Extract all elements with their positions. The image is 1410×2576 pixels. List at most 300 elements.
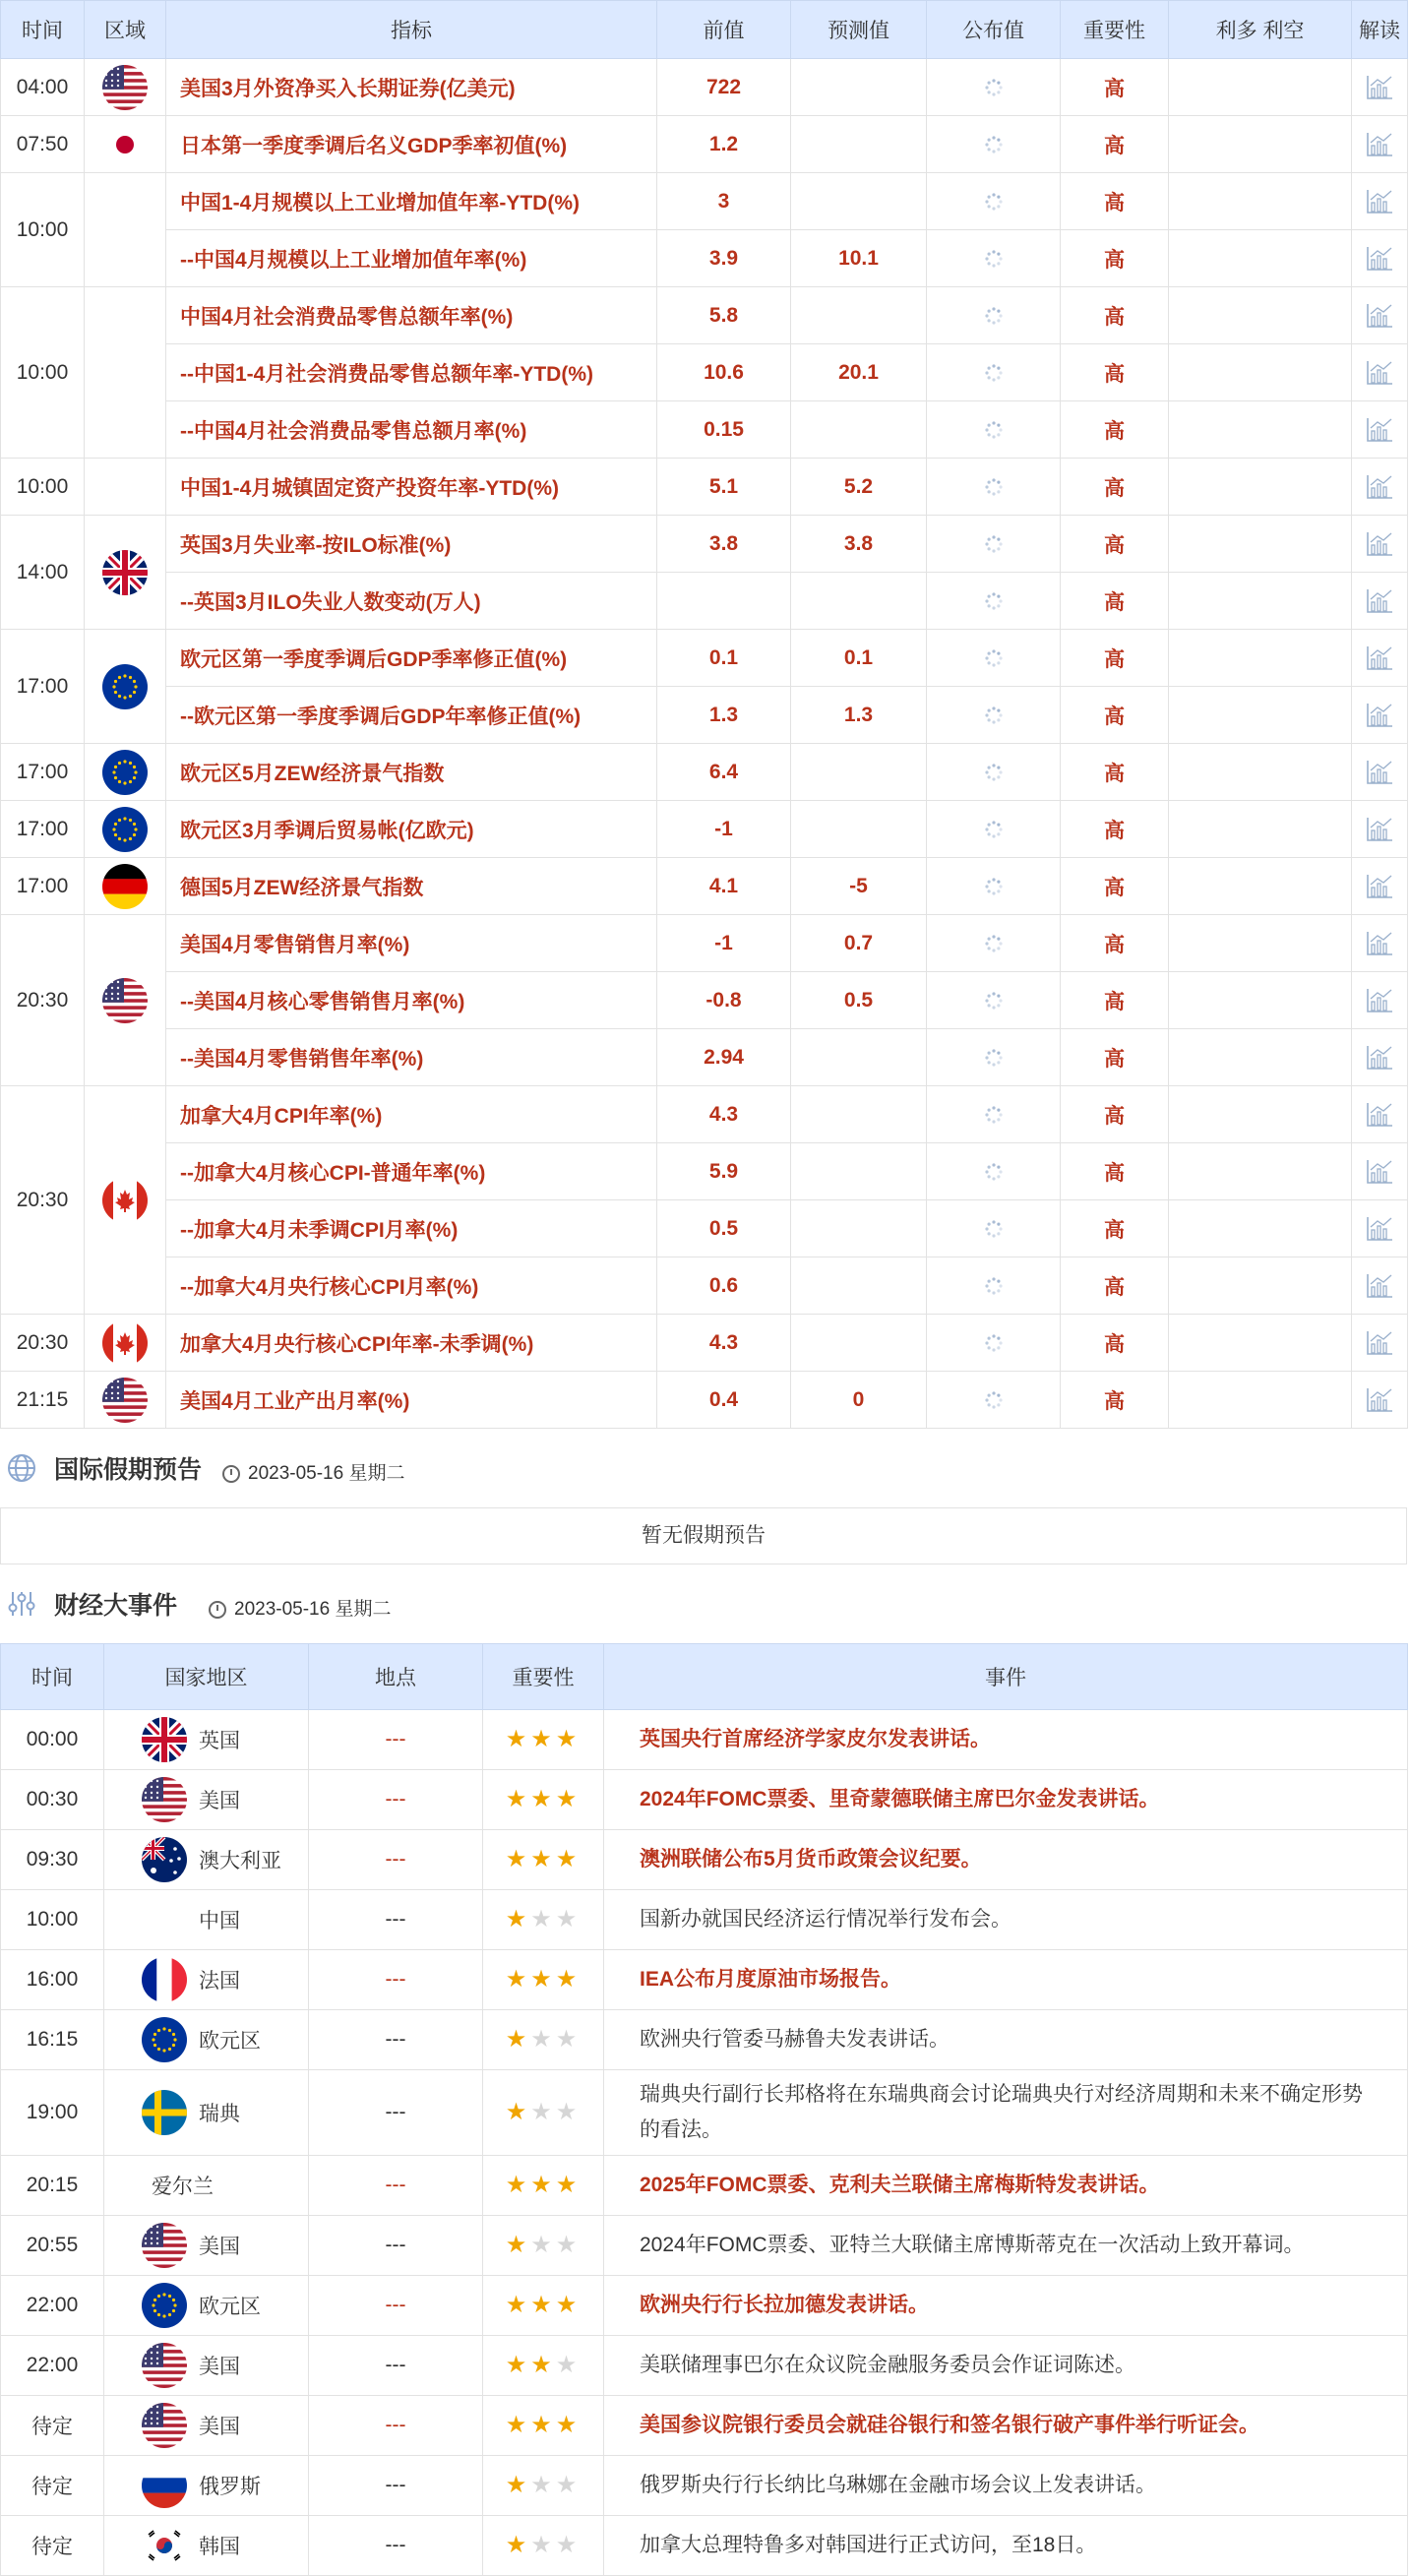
- importance-stars: [505, 2411, 582, 2438]
- event-location: ---: [309, 2516, 483, 2576]
- event-time: 16:00: [1, 1950, 104, 2010]
- indicator-actual: [927, 1200, 1061, 1257]
- indicator-importance: 高: [1061, 687, 1169, 744]
- event-country: [104, 2156, 309, 2216]
- event-location: ---: [309, 2070, 483, 2156]
- indicator-interpret[interactable]: [1352, 858, 1408, 915]
- event-description[interactable]: 英国央行首席经济学家皮尔发表讲话。: [604, 1710, 1408, 1770]
- event-description[interactable]: 美联储理事巴尔在众议院金融服务委员会作证词陈述。: [604, 2336, 1408, 2396]
- indicator-forecast: [791, 1143, 927, 1200]
- event-description[interactable]: 2024年FOMC票委、里奇蒙德联储主席巴尔金发表讲话。: [604, 1770, 1408, 1830]
- event-row: [1, 2070, 1408, 2156]
- chart-analysis-icon[interactable]: [1365, 816, 1394, 843]
- chart-analysis-icon[interactable]: [1365, 74, 1394, 101]
- star-icon: ★: [505, 2025, 531, 2053]
- event-row: [1, 2276, 1408, 2336]
- indicator-actual: [927, 744, 1061, 801]
- star-icon: ★: [555, 1845, 582, 1872]
- us-flag-icon: [102, 978, 148, 1023]
- indicator-interpret[interactable]: [1352, 230, 1408, 287]
- indicator-impact: [1169, 344, 1352, 401]
- indicator-importance: 高: [1061, 173, 1169, 230]
- star-icon: ★: [555, 1785, 582, 1812]
- indicator-forecast: 0.1: [791, 630, 927, 687]
- chart-analysis-icon[interactable]: [1365, 702, 1394, 729]
- event-country-name: 美国: [199, 2416, 240, 2438]
- indicator-name[interactable]: --英国3月ILO失业人数变动(万人): [166, 573, 657, 630]
- indicator-interpret[interactable]: [1352, 59, 1408, 116]
- importance-stars: [505, 2098, 582, 2125]
- indicator-impact: [1169, 116, 1352, 173]
- importance-stars: [505, 2171, 582, 2198]
- chart-analysis-icon[interactable]: [1365, 530, 1394, 558]
- star-icon: ★: [555, 2291, 582, 2318]
- events-section-header: [0, 1564, 1410, 1643]
- indicator-impact: [1169, 1315, 1352, 1372]
- indicators-col-header: 预测值: [791, 1, 927, 59]
- indicator-interpret[interactable]: [1352, 344, 1408, 401]
- indicator-region: [85, 801, 166, 858]
- event-time: 待定: [1, 2516, 104, 2576]
- importance-stars: [505, 2291, 582, 2318]
- event-country: [104, 1950, 309, 2010]
- japan-flag-icon: [102, 122, 148, 167]
- indicator-impact: [1169, 173, 1352, 230]
- indicator-time: 07:50: [1, 116, 85, 173]
- indicator-name[interactable]: 美国3月外资净买入长期证券(亿美元): [166, 59, 657, 116]
- indicator-importance: 高: [1061, 1315, 1169, 1372]
- indicator-row: [1, 459, 1408, 516]
- indicator-region: [85, 1372, 166, 1429]
- indicator-interpret[interactable]: [1352, 459, 1408, 516]
- chart-analysis-icon[interactable]: [1365, 1101, 1394, 1129]
- star-icon: ★: [555, 2171, 582, 2198]
- star-icon: ★: [555, 2351, 582, 2378]
- indicator-previous: 4.3: [657, 1086, 791, 1143]
- loading-spinner-icon: [983, 1389, 1005, 1411]
- indicator-region: [85, 744, 166, 801]
- uk-flag-icon: [102, 550, 148, 595]
- star-icon: ★: [505, 1845, 531, 1872]
- event-importance: [483, 2276, 604, 2336]
- indicator-time: 20:30: [1, 1315, 85, 1372]
- indicator-name[interactable]: --加拿大4月央行核心CPI月率(%): [166, 1257, 657, 1315]
- indicator-impact: [1169, 915, 1352, 972]
- indicator-time: 10:00: [1, 459, 85, 516]
- indicator-row: [1, 173, 1408, 230]
- eu-flag-icon: [142, 2017, 187, 2062]
- importance-stars: [505, 2231, 582, 2258]
- uk-flag-icon: [142, 1717, 187, 1762]
- indicator-importance: 高: [1061, 1086, 1169, 1143]
- korea-flag-icon: [142, 2523, 187, 2568]
- indicator-name[interactable]: --中国4月规模以上工业增加值年率(%): [166, 230, 657, 287]
- star-icon: ★: [505, 2411, 531, 2438]
- loading-spinner-icon: [983, 705, 1005, 726]
- indicator-name[interactable]: --加拿大4月核心CPI-普通年率(%): [166, 1143, 657, 1200]
- indicator-interpret[interactable]: [1352, 1315, 1408, 1372]
- star-icon: ★: [505, 1965, 531, 1993]
- star-icon: ★: [555, 1965, 582, 1993]
- event-country: [104, 2516, 309, 2576]
- chart-analysis-icon[interactable]: [1365, 1044, 1394, 1072]
- event-location: ---: [309, 1710, 483, 1770]
- indicator-actual: [927, 230, 1061, 287]
- indicator-forecast: [791, 173, 927, 230]
- us-flag-icon: [102, 65, 148, 110]
- indicators-col-header: 指标: [166, 1, 657, 59]
- indicator-importance: 高: [1061, 630, 1169, 687]
- event-importance: [483, 1890, 604, 1950]
- importance-stars: [505, 2531, 582, 2558]
- indicator-impact: [1169, 687, 1352, 744]
- indicator-interpret[interactable]: [1352, 1143, 1408, 1200]
- chart-analysis-icon[interactable]: [1365, 359, 1394, 387]
- indicator-name[interactable]: 欧元区5月ZEW经济景气指数: [166, 744, 657, 801]
- event-country: [104, 1710, 309, 1770]
- events-col-header: 地点: [309, 1644, 483, 1710]
- chart-analysis-icon[interactable]: [1365, 131, 1394, 158]
- event-description[interactable]: 澳洲联储公布5月货币政策会议纪要。: [604, 1830, 1408, 1890]
- event-description[interactable]: 欧洲央行行长拉加德发表讲话。: [604, 2276, 1408, 2336]
- event-location: ---: [309, 1950, 483, 2010]
- indicator-row: [1, 573, 1408, 630]
- event-importance: [483, 1950, 604, 2010]
- event-country: [104, 2010, 309, 2070]
- indicator-time: 17:00: [1, 858, 85, 915]
- indicator-name[interactable]: 日本第一季度季调后名义GDP季率初值(%): [166, 116, 657, 173]
- indicator-interpret[interactable]: [1352, 687, 1408, 744]
- indicator-forecast: [791, 59, 927, 116]
- star-icon: ★: [530, 1965, 556, 1993]
- event-country-name: 韩国: [199, 2536, 240, 2558]
- indicator-time: 17:00: [1, 630, 85, 744]
- indicator-row: [1, 1200, 1408, 1257]
- indicator-name[interactable]: 美国4月零售销售月率(%): [166, 915, 657, 972]
- event-country-name: 爱尔兰: [152, 2176, 214, 2198]
- sweden-flag-icon: [142, 2090, 187, 2135]
- indicator-previous: 4.1: [657, 858, 791, 915]
- indicator-row: [1, 1143, 1408, 1200]
- event-location: ---: [309, 2216, 483, 2276]
- event-country: [104, 2396, 309, 2456]
- indicator-region: [85, 59, 166, 116]
- indicator-name[interactable]: 美国4月工业产出月率(%): [166, 1372, 657, 1429]
- indicator-interpret[interactable]: [1352, 630, 1408, 687]
- indicator-interpret[interactable]: [1352, 1372, 1408, 1429]
- indicator-impact: [1169, 459, 1352, 516]
- indicator-actual: [927, 915, 1061, 972]
- indicator-forecast: [791, 1086, 927, 1143]
- event-description[interactable]: 2024年FOMC票委、亚特兰大联储主席博斯蒂克在一次活动上致开幕词。: [604, 2216, 1408, 2276]
- indicator-previous: -1: [657, 915, 791, 972]
- indicator-interpret[interactable]: [1352, 972, 1408, 1029]
- indicator-forecast: [791, 573, 927, 630]
- indicator-previous: 10.6: [657, 344, 791, 401]
- indicator-impact: [1169, 1143, 1352, 1200]
- indicator-name[interactable]: --中国4月社会消费品零售总额月率(%): [166, 401, 657, 459]
- star-icon: ★: [555, 1725, 582, 1752]
- event-importance: [483, 1710, 604, 1770]
- indicator-previous: 1.3: [657, 687, 791, 744]
- chart-analysis-icon[interactable]: [1365, 416, 1394, 444]
- indicator-interpret[interactable]: [1352, 744, 1408, 801]
- indicator-forecast: [791, 401, 927, 459]
- indicator-impact: [1169, 801, 1352, 858]
- loading-spinner-icon: [983, 647, 1005, 669]
- chart-analysis-icon[interactable]: [1365, 302, 1394, 330]
- event-row: [1, 1710, 1408, 1770]
- indicator-name[interactable]: 英国3月失业率-按ILO标准(%): [166, 516, 657, 573]
- loading-spinner-icon: [983, 590, 1005, 612]
- loading-spinner-icon: [983, 533, 1005, 555]
- indicator-interpret[interactable]: [1352, 287, 1408, 344]
- indicator-interpret[interactable]: [1352, 573, 1408, 630]
- chart-analysis-icon[interactable]: [1365, 1215, 1394, 1243]
- indicator-region: [85, 858, 166, 915]
- indicator-importance: 高: [1061, 59, 1169, 116]
- indicator-impact: [1169, 1200, 1352, 1257]
- indicator-name[interactable]: 欧元区3月季调后贸易帐(亿欧元): [166, 801, 657, 858]
- chart-analysis-icon[interactable]: [1365, 644, 1394, 672]
- event-description[interactable]: 美国参议院银行委员会就硅谷银行和签名银行破产事件举行听证会。: [604, 2396, 1408, 2456]
- loading-spinner-icon: [983, 419, 1005, 441]
- event-country-name: 俄罗斯: [199, 2476, 261, 2498]
- indicator-name[interactable]: --欧元区第一季度季调后GDP年率修正值(%): [166, 687, 657, 744]
- indicator-name[interactable]: 中国4月社会消费品零售总额年率(%): [166, 287, 657, 344]
- indicator-interpret[interactable]: [1352, 173, 1408, 230]
- indicator-region: [85, 516, 166, 630]
- star-icon: ★: [505, 2098, 531, 2125]
- chart-analysis-icon[interactable]: [1365, 930, 1394, 957]
- indicator-importance: 高: [1061, 459, 1169, 516]
- indicator-region: [85, 630, 166, 744]
- event-time: 19:00: [1, 2070, 104, 2156]
- event-country-name: 中国: [199, 1910, 240, 1932]
- indicator-previous: 3: [657, 173, 791, 230]
- indicator-name[interactable]: 中国1-4月城镇固定资产投资年率-YTD(%): [166, 459, 657, 516]
- indicator-interpret[interactable]: [1352, 1257, 1408, 1315]
- indicator-interpret[interactable]: [1352, 116, 1408, 173]
- indicator-forecast: 0.7: [791, 915, 927, 972]
- event-description[interactable]: 欧洲央行管委马赫鲁夫发表讲话。: [604, 2010, 1408, 2070]
- chart-analysis-icon[interactable]: [1365, 873, 1394, 900]
- indicator-impact: [1169, 1372, 1352, 1429]
- loading-spinner-icon: [983, 990, 1005, 1012]
- importance-stars: [505, 1725, 582, 1752]
- indicator-importance: 高: [1061, 801, 1169, 858]
- russia-flag-icon: [142, 2463, 187, 2508]
- us-flag-icon: [102, 1378, 148, 1423]
- event-description[interactable]: 2025年FOMC票委、克利夫兰联储主席梅斯特发表讲话。: [604, 2156, 1408, 2216]
- event-importance: [483, 2516, 604, 2576]
- event-description[interactable]: 俄罗斯央行行长纳比乌琳娜在金融市场会议上发表讲话。: [604, 2456, 1408, 2516]
- event-importance: [483, 2216, 604, 2276]
- event-description[interactable]: IEA公布月度原油市场报告。: [604, 1950, 1408, 2010]
- indicator-interpret[interactable]: [1352, 401, 1408, 459]
- event-country: [104, 2336, 309, 2396]
- chart-analysis-icon[interactable]: [1365, 1272, 1394, 1300]
- event-time: 20:15: [1, 2156, 104, 2216]
- eu-flag-icon: [102, 807, 148, 852]
- indicator-previous: [657, 573, 791, 630]
- indicator-actual: [927, 972, 1061, 1029]
- importance-stars: [505, 1905, 582, 1932]
- indicator-name[interactable]: --美国4月零售销售年率(%): [166, 1029, 657, 1086]
- star-icon: ★: [505, 1725, 531, 1752]
- star-icon: ★: [505, 2471, 531, 2498]
- indicator-previous: 0.6: [657, 1257, 791, 1315]
- indicator-actual: [927, 59, 1061, 116]
- indicator-interpret[interactable]: [1352, 1029, 1408, 1086]
- indicators-col-header: 重要性: [1061, 1, 1169, 59]
- event-country-name: 法国: [199, 1970, 240, 1993]
- star-icon: ★: [555, 2531, 582, 2558]
- sliders-icon: [6, 1588, 37, 1620]
- event-time: 00:30: [1, 1770, 104, 1830]
- indicator-importance: 高: [1061, 858, 1169, 915]
- indicator-row: [1, 344, 1408, 401]
- indicator-actual: [927, 401, 1061, 459]
- event-time: 22:00: [1, 2336, 104, 2396]
- indicator-impact: [1169, 573, 1352, 630]
- star-icon: ★: [530, 1845, 556, 1872]
- event-country: [104, 2070, 309, 2156]
- star-icon: ★: [505, 2531, 531, 2558]
- event-location: ---: [309, 1770, 483, 1830]
- indicator-interpret[interactable]: [1352, 516, 1408, 573]
- event-location: ---: [309, 1830, 483, 1890]
- chart-analysis-icon[interactable]: [1365, 473, 1394, 501]
- indicator-time: 17:00: [1, 744, 85, 801]
- importance-stars: [505, 1965, 582, 1993]
- canada-flag-icon: [102, 1320, 148, 1366]
- indicator-row: [1, 230, 1408, 287]
- event-country-name: 英国: [199, 1730, 240, 1752]
- chart-analysis-icon[interactable]: [1365, 759, 1394, 786]
- indicator-impact: [1169, 630, 1352, 687]
- indicator-interpret[interactable]: [1352, 801, 1408, 858]
- event-location: ---: [309, 2456, 483, 2516]
- indicator-name[interactable]: 加拿大4月CPI年率(%): [166, 1086, 657, 1143]
- event-time: 20:55: [1, 2216, 104, 2276]
- indicators-header-row: [1, 1, 1408, 59]
- indicator-actual: [927, 344, 1061, 401]
- loading-spinner-icon: [983, 1332, 1005, 1354]
- event-location: ---: [309, 2336, 483, 2396]
- indicator-name[interactable]: --加拿大4月未季调CPI月率(%): [166, 1200, 657, 1257]
- indicator-row: [1, 858, 1408, 915]
- indicator-importance: 高: [1061, 1029, 1169, 1086]
- chart-analysis-icon[interactable]: [1365, 587, 1394, 615]
- indicator-name[interactable]: 德国5月ZEW经济景气指数: [166, 858, 657, 915]
- indicator-previous: 4.3: [657, 1315, 791, 1372]
- indicator-forecast: 3.8: [791, 516, 927, 573]
- us-flag-icon: [142, 2343, 187, 2388]
- star-icon: ★: [555, 2025, 582, 2053]
- indicator-actual: [927, 1372, 1061, 1429]
- event-time: 00:00: [1, 1710, 104, 1770]
- indicator-impact: [1169, 972, 1352, 1029]
- us-flag-icon: [142, 2403, 187, 2448]
- event-row: [1, 1890, 1408, 1950]
- chart-analysis-icon[interactable]: [1365, 1158, 1394, 1186]
- indicator-previous: 5.8: [657, 287, 791, 344]
- chart-analysis-icon[interactable]: [1365, 188, 1394, 215]
- eu-flag-icon: [102, 750, 148, 795]
- indicator-interpret[interactable]: [1352, 915, 1408, 972]
- star-icon: ★: [530, 1785, 556, 1812]
- indicator-row: [1, 1315, 1408, 1372]
- indicator-time: 14:00: [1, 516, 85, 630]
- indicator-actual: [927, 1315, 1061, 1372]
- indicators-col-header: 时间: [1, 1, 85, 59]
- importance-stars: [505, 2351, 582, 2378]
- indicators-col-header: 解读: [1352, 1, 1408, 59]
- event-row: [1, 2156, 1408, 2216]
- loading-spinner-icon: [983, 1275, 1005, 1297]
- importance-stars: [505, 1785, 582, 1812]
- event-description[interactable]: 加拿大总理特鲁多对韩国进行正式访问，至18日。: [604, 2516, 1408, 2576]
- australia-flag-icon: [142, 1837, 187, 1882]
- indicator-previous: 1.2: [657, 116, 791, 173]
- indicator-importance: 高: [1061, 401, 1169, 459]
- indicator-forecast: 5.2: [791, 459, 927, 516]
- chart-analysis-icon[interactable]: [1365, 1386, 1394, 1414]
- events-col-header: 时间: [1, 1644, 104, 1710]
- indicator-name[interactable]: 欧元区第一季度季调后GDP季率修正值(%): [166, 630, 657, 687]
- indicator-time: 17:00: [1, 801, 85, 858]
- indicator-name[interactable]: 中国1-4月规模以上工业增加值年率-YTD(%): [166, 173, 657, 230]
- indicator-interpret[interactable]: [1352, 1200, 1408, 1257]
- indicator-region: [85, 287, 166, 459]
- indicator-importance: 高: [1061, 1257, 1169, 1315]
- indicator-name[interactable]: 加拿大4月央行核心CPI年率-未季调(%): [166, 1315, 657, 1372]
- event-location: ---: [309, 2276, 483, 2336]
- star-icon: ★: [555, 2411, 582, 2438]
- event-time: 09:30: [1, 1830, 104, 1890]
- indicators-col-header: 前值: [657, 1, 791, 59]
- event-location: ---: [309, 2156, 483, 2216]
- loading-spinner-icon: [983, 191, 1005, 213]
- indicator-time: 21:15: [1, 1372, 85, 1429]
- star-icon: ★: [530, 2291, 556, 2318]
- loading-spinner-icon: [983, 476, 1005, 498]
- chart-analysis-icon[interactable]: [1365, 245, 1394, 273]
- chart-analysis-icon[interactable]: [1365, 1329, 1394, 1357]
- event-description[interactable]: 瑞典央行副行长邦格将在东瑞典商会讨论瑞典央行对经济周期和未来不确定形势的看法。: [604, 2070, 1408, 2156]
- event-importance: [483, 2396, 604, 2456]
- loading-spinner-icon: [983, 762, 1005, 783]
- star-icon: ★: [505, 2171, 531, 2198]
- indicator-importance: 高: [1061, 116, 1169, 173]
- indicator-actual: [927, 858, 1061, 915]
- indicator-name[interactable]: --美国4月核心零售销售月率(%): [166, 972, 657, 1029]
- event-country: [104, 2216, 309, 2276]
- event-description[interactable]: 国新办就国民经济运行情况举行发布会。: [604, 1890, 1408, 1950]
- chart-analysis-icon[interactable]: [1365, 987, 1394, 1014]
- holiday-empty-message: 暂无假期预告: [0, 1507, 1407, 1564]
- indicator-previous: 5.1: [657, 459, 791, 516]
- indicator-name[interactable]: --中国1-4月社会消费品零售总额年率-YTD(%): [166, 344, 657, 401]
- event-country-name: 美国: [199, 1790, 240, 1812]
- events-col-header: 国家地区: [104, 1644, 309, 1710]
- indicator-interpret[interactable]: [1352, 1086, 1408, 1143]
- event-country: [104, 2276, 309, 2336]
- star-icon: ★: [555, 2471, 582, 2498]
- indicators-col-header: 区域: [85, 1, 166, 59]
- indicator-forecast: [791, 1315, 927, 1372]
